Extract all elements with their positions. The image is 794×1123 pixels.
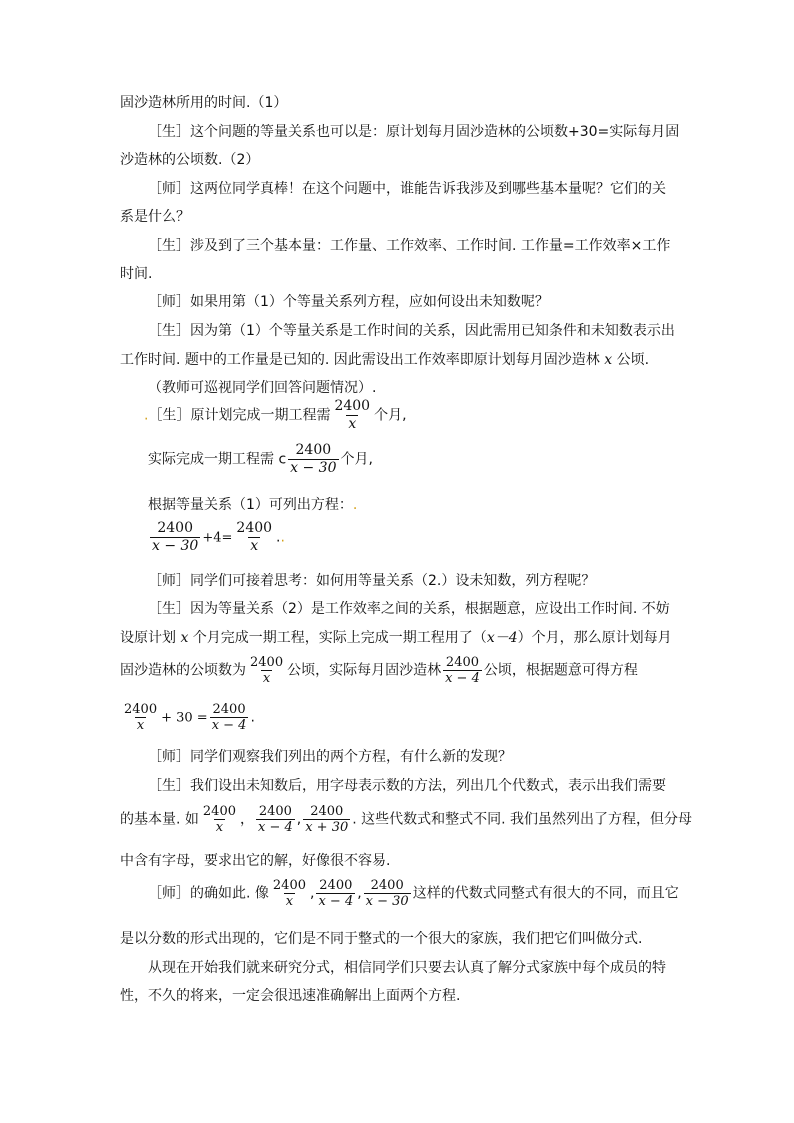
math-line: .［生］原计划完成一期工程需 $\frac{2400}{x}$ 个月,	[144, 398, 407, 432]
fraction: $\frac{2400}{x - 30}$	[365, 878, 409, 909]
math-line: 实际完成一期工程需 c $\frac{2400}{x - 30}$ 个月,	[148, 442, 373, 476]
fraction: $\frac{2400}{x - 30}$	[290, 442, 337, 476]
text-line: 系是什么？	[120, 209, 190, 225]
fraction: $\frac{2400}{x}$	[124, 702, 158, 733]
fraction: $\frac{2400}{x - 4}$	[211, 702, 247, 733]
equation-line: $\frac{2400}{x}$ + 30 = $\frac{2400}{x - 4}$ .	[124, 702, 255, 733]
fraction: $\frac{2400}{x - 4}$	[445, 655, 480, 686]
text-line: ［生］因为第（1）个等量关系是工作时间的关系，因此需用已知条件和未知数表示出	[148, 323, 675, 339]
text-line: ［师］这两位同学真棒！在这个问题中，谁能告诉我涉及到哪些基本量呢？它们的关	[148, 181, 666, 197]
fraction: $\frac{2400}{x}$	[236, 520, 273, 554]
text-line: ［师］同学们可接着思考：如何用等量关系（2.）设未知数，列方程呢？	[148, 573, 596, 589]
text-line: 沙造林的公顷数.（2）	[120, 152, 260, 168]
fraction: $\frac{2400}{x}$	[334, 398, 371, 432]
text-line: ［生］我们设出未知数后，用字母表示数的方法，列出几个代数式，表示出我们需要	[148, 778, 666, 794]
text-line: ［生］因为等量关系（2）是工作效率之间的关系，根据题意，应设出工作时间. 不妨	[148, 601, 670, 617]
highlight-dot: .	[144, 407, 149, 424]
text-line: 根据等量关系（1）可列出方程：.	[148, 497, 358, 513]
text-line: 固沙造林所用的时间.（1）	[120, 95, 288, 111]
fraction: $\frac{2400}{x - 4}$	[318, 878, 354, 909]
text-line: ［生］涉及到了三个基本量：工作量、工作效率、工作时间. 工作量=工作效率×工作	[148, 238, 671, 254]
text-line: 性，不久的将来，一定会很迅速准确解出上面两个方程.	[120, 988, 461, 1004]
text-line: ［师］同学们观察我们列出的两个方程，有什么新的发现？	[148, 749, 512, 765]
fraction: $\frac{2400}{x - 4}$	[258, 804, 293, 835]
fraction: $\frac{2400}{x - 30}$	[152, 520, 199, 554]
text-line: （教师可巡视同学们回答问题情况）.	[148, 380, 377, 396]
text-line: 工作时间. 题中的工作量是已知的. 因此需设出工作效率即原计划每月固沙造林 x 公顷.	[120, 352, 650, 368]
text-line: ［生］这个问题的等量关系也可以是：原计划每月固沙造林的公顷数+30=实际每月固	[148, 124, 680, 140]
text-line: 中含有字母，要求出它的解，好像很不容易.	[120, 853, 391, 869]
math-line: 固沙造林的公顷数为 $\frac{2400}{x}$ 公顷，实际每月固沙造林 $\frac{2400}{x - 4}$ 公顷，根据题意可得方程	[120, 655, 638, 686]
math-line: 的基本量. 如 $\frac{2400}{x}$ ， $\frac{2400}{x - 4}$ , $\frac{2400}{x + 30}$ . 这些代数式和整式不同. 我们虽然列出了方程，但分母	[120, 804, 693, 835]
equation-line: $\frac{2400}{x - 30}$ +4= $\frac{2400}{x}$ ..	[152, 520, 285, 554]
text-line: 设原计划 x 个月完成一期工程，实际上完成一期工程用了（x－4）个月，那么原计划每月	[120, 630, 672, 646]
math-line: ［师］的确如此. 像 $\frac{2400}{x}$ , $\frac{2400}{x - 4}$ , $\frac{2400}{x - 30}$ 这样的代数式同整式有很大的不同，而且它	[148, 878, 679, 909]
fraction: $\frac{2400}{x}$	[272, 878, 306, 909]
text-line: 是以分数的形式出现的，它们是不同于整式的一个很大的家族，我们把它们叫做分式.	[120, 931, 643, 947]
text-line: ［师］如果用第（1）个等量关系列方程，应如何设出未知数呢？	[148, 294, 549, 310]
fraction: $\frac{2400}{x}$	[202, 804, 236, 835]
fraction: $\frac{2400}{x + 30}$	[305, 804, 349, 835]
fraction: $\frac{2400}{x}$	[250, 655, 284, 686]
text-line: 时间.	[120, 266, 153, 282]
text-line: 从现在开始我们就来研究分式，相信同学们只要去认真了解分式家族中每个成员的特	[148, 960, 666, 976]
